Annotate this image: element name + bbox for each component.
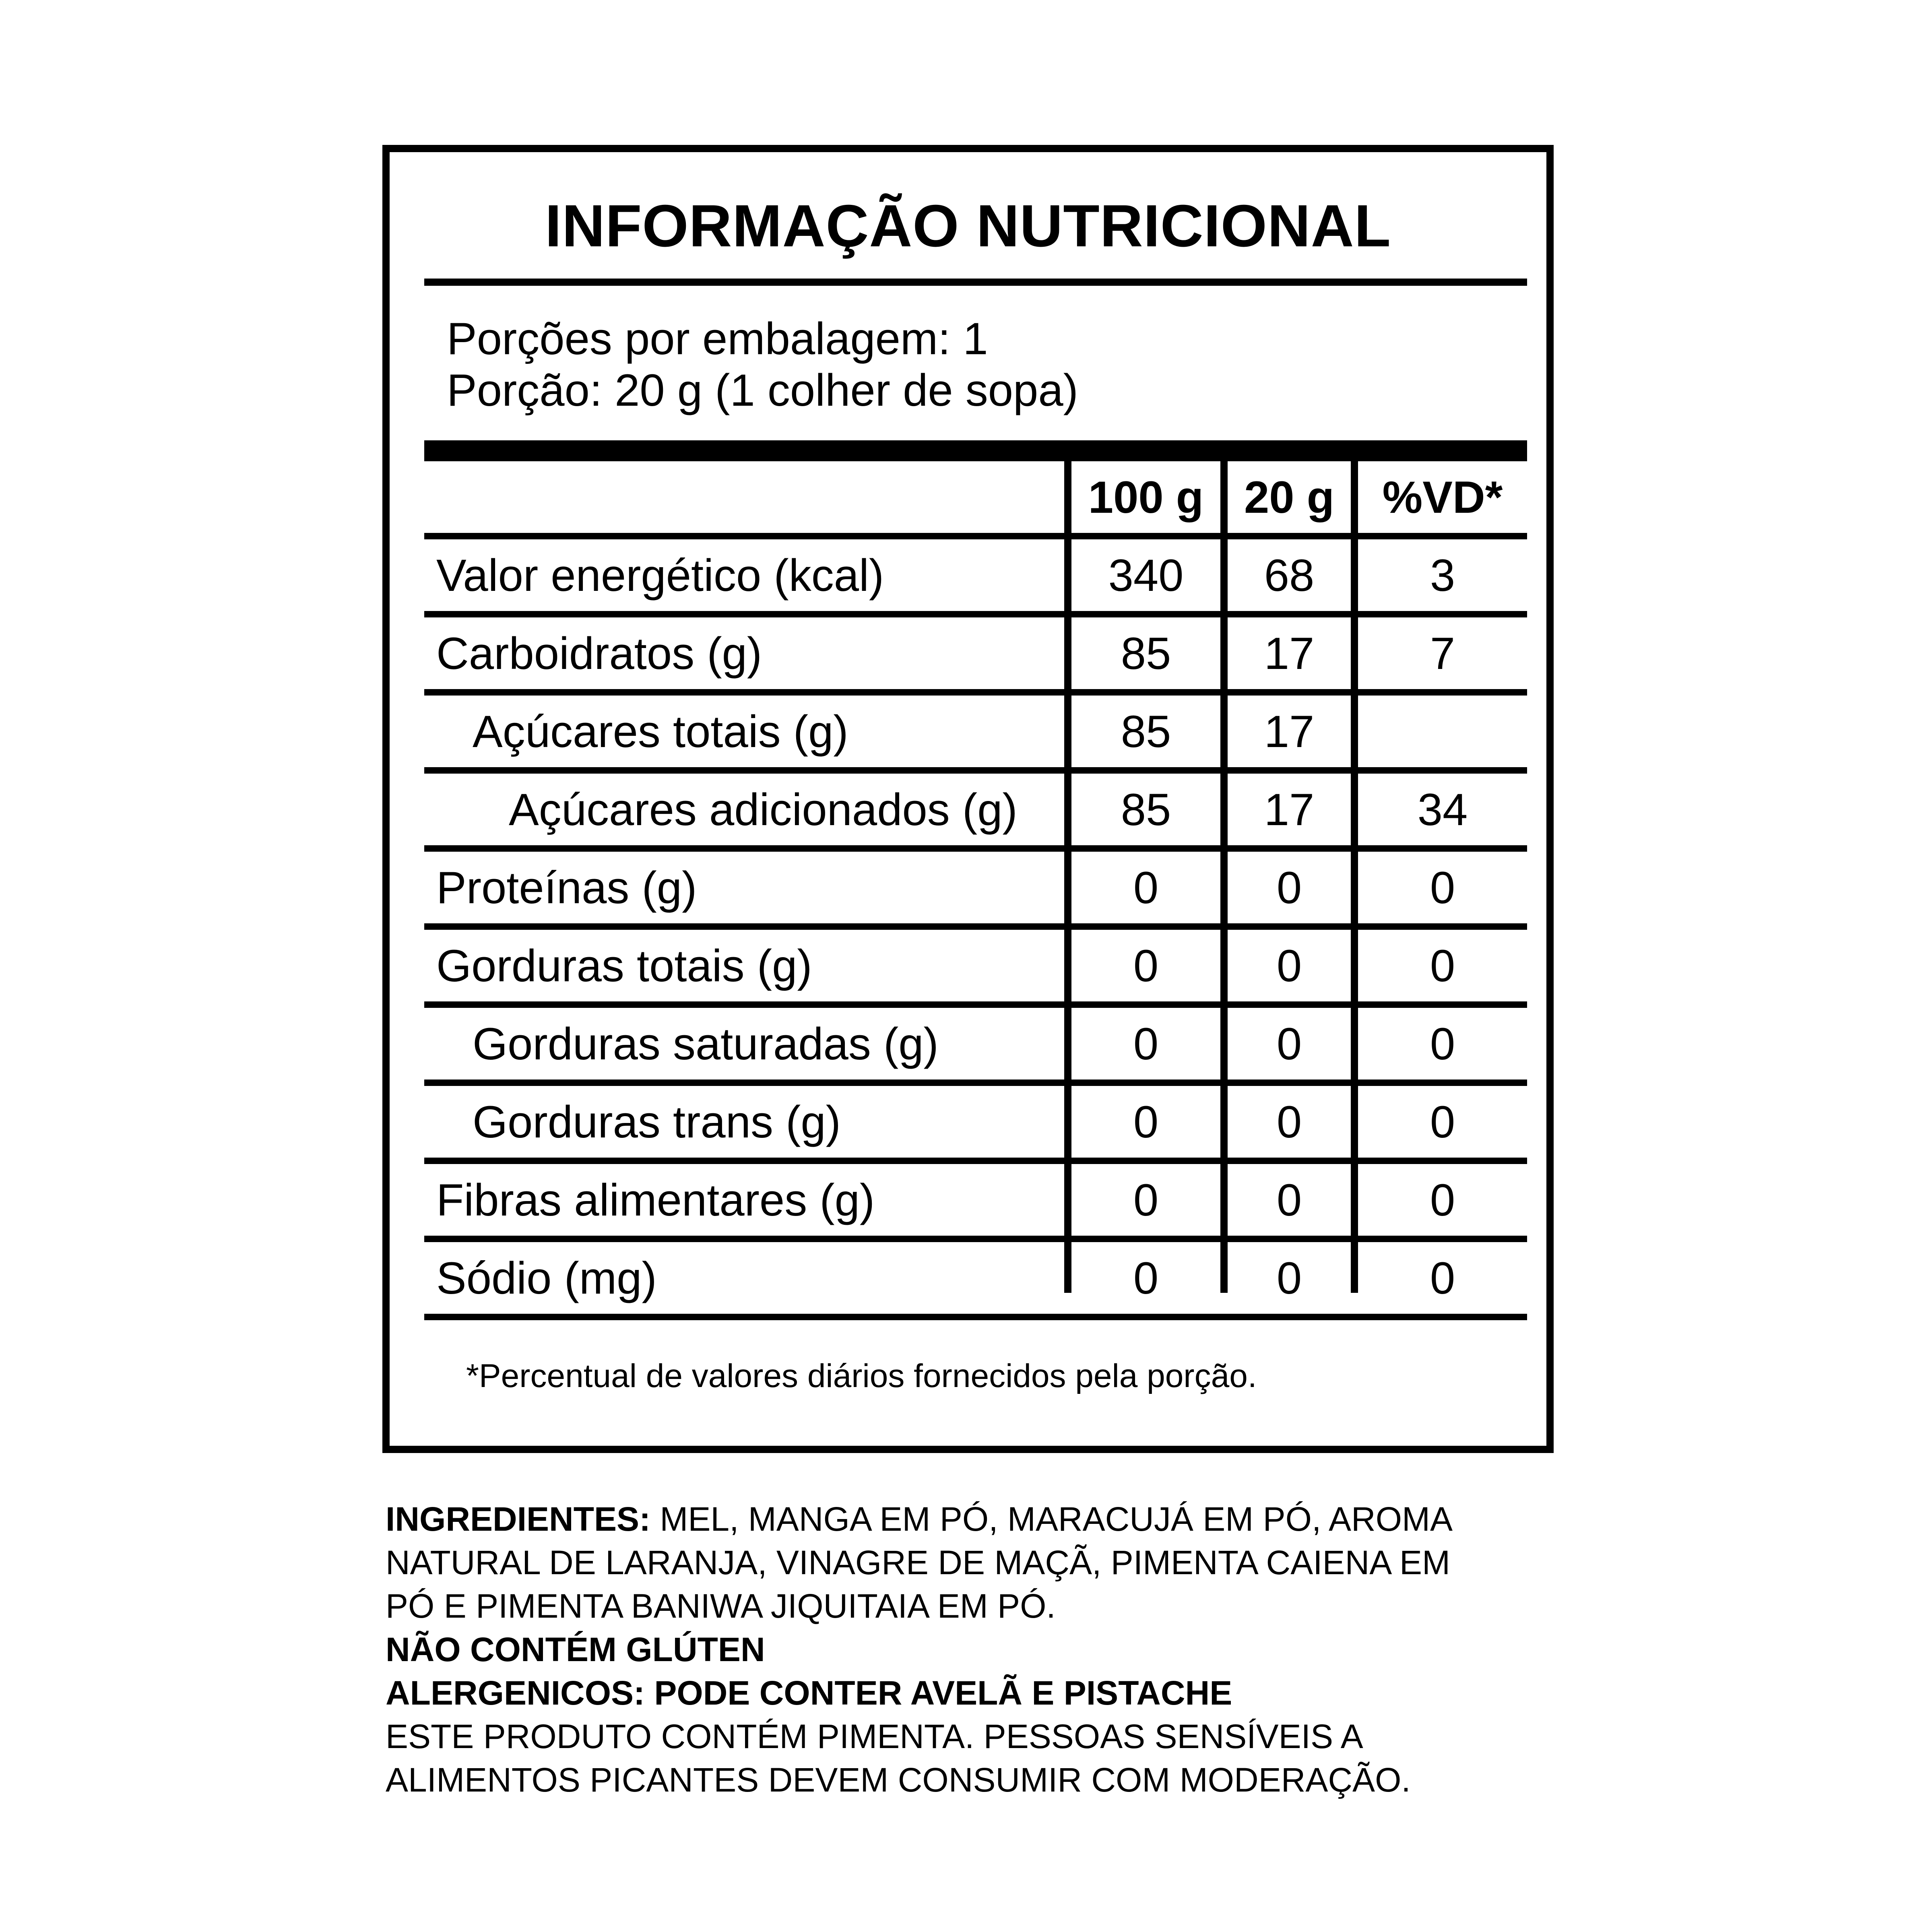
- value-per-100g: 85: [1121, 706, 1171, 757]
- nutrient-name: Proteínas (g): [436, 862, 697, 913]
- nutrient-name: Gorduras saturadas (g): [473, 1018, 939, 1069]
- nutrition-facts-panel: [382, 145, 1554, 1453]
- allergen-text: ALERGENICOS: PODE CONTER AVELÃ E PISTACHE: [386, 1674, 1232, 1712]
- table-row: [424, 617, 1527, 696]
- table-row: [424, 1086, 1527, 1164]
- table-row: [424, 539, 1527, 617]
- ingredients-line: [386, 1497, 1577, 1541]
- table-row: [424, 852, 1527, 930]
- value-daily-percent: 0: [1430, 862, 1455, 913]
- value-per-100g: 0: [1133, 1174, 1159, 1225]
- serving-size: Porção: 20 g (1 colher de sopa): [447, 365, 1078, 415]
- ingredients-line: NATURAL DE LARANJA, VINAGRE DE MAÇÃ, PIMENTA CAIENA EM: [386, 1544, 1450, 1581]
- value-per-100g: 0: [1133, 1018, 1159, 1069]
- nutrient-name: Gorduras trans (g): [473, 1096, 841, 1147]
- gluten-statement: [386, 1628, 1577, 1671]
- header-per-20g: 20 g: [1244, 472, 1335, 522]
- title-divider: [424, 279, 1527, 286]
- header-nutrient: [424, 461, 1064, 533]
- header-daily-value: %VD*: [1382, 472, 1503, 522]
- value-daily-percent: 0: [1430, 1253, 1455, 1303]
- serving-info: [447, 313, 1078, 416]
- value-daily-percent: 0: [1430, 1096, 1455, 1147]
- table-row: [424, 774, 1527, 852]
- pepper-warning: ALIMENTOS PICANTES DEVEM CONSUMIR COM MODERAÇÃO.: [386, 1761, 1411, 1799]
- value-per-20g: 0: [1276, 940, 1302, 991]
- value-daily-percent: 34: [1417, 784, 1468, 835]
- nutrient-name: Fibras alimentares (g): [436, 1174, 875, 1225]
- panel-title: INFORMAÇÃO NUTRICIONAL: [545, 193, 1391, 259]
- nutrient-name: Valor energético (kcal): [436, 550, 884, 601]
- table-row: [424, 1008, 1527, 1086]
- ingredients-text: MEL, MANGA EM PÓ, MARACUJÁ EM PÓ, AROMA: [650, 1500, 1453, 1538]
- value-per-20g: 17: [1264, 784, 1315, 835]
- nutrient-name: Açúcares adicionados (g): [509, 784, 1018, 835]
- nutrient-name: Sódio (mg): [436, 1253, 657, 1303]
- value-per-20g: 0: [1276, 1018, 1302, 1069]
- servings-per-package: Porções por embalagem: 1: [447, 314, 988, 364]
- value-daily-percent: 0: [1430, 1018, 1455, 1069]
- value-per-20g: 0: [1276, 1174, 1302, 1225]
- value-per-20g: 0: [1276, 1253, 1302, 1303]
- table-row: [424, 696, 1527, 774]
- value-per-20g: 0: [1276, 1096, 1302, 1147]
- table-row: [424, 930, 1527, 1008]
- gluten-text: NÃO CONTÉM GLÚTEN: [386, 1631, 765, 1668]
- value-per-20g: 68: [1264, 550, 1315, 601]
- value-per-20g: 17: [1264, 628, 1315, 679]
- value-daily-percent: 0: [1430, 1174, 1455, 1225]
- allergen-statement: [386, 1671, 1577, 1715]
- value-daily-percent: 3: [1430, 550, 1455, 601]
- daily-value-footnote: *Percentual de valores diários fornecidos pela porção.: [466, 1358, 1257, 1394]
- value-per-100g: 0: [1133, 1096, 1159, 1147]
- value-per-100g: 340: [1108, 550, 1184, 601]
- table-header-row: [424, 461, 1527, 539]
- thick-divider: [424, 440, 1527, 461]
- value-per-20g: 17: [1264, 706, 1315, 757]
- nutrient-name: Açúcares totais (g): [473, 706, 848, 757]
- ingredients-line: PÓ E PIMENTA BANIWA JIQUITAIA EM PÓ.: [386, 1587, 1056, 1625]
- value-daily-percent: [1358, 696, 1527, 767]
- header-per-100g: 100 g: [1088, 472, 1204, 522]
- value-per-100g: 85: [1121, 628, 1171, 679]
- value-per-100g: 0: [1133, 1253, 1159, 1303]
- table-row: [424, 1242, 1527, 1320]
- nutrient-name: Gorduras totais (g): [436, 940, 812, 991]
- value-daily-percent: 0: [1430, 940, 1455, 991]
- table-row: [424, 1164, 1527, 1242]
- ingredients-block: [386, 1497, 1577, 1802]
- value-per-100g: 0: [1133, 940, 1159, 991]
- value-per-100g: 85: [1121, 784, 1171, 835]
- pepper-warning: ESTE PRODUTO CONTÉM PIMENTA. PESSOAS SENSÍVEIS A: [386, 1717, 1363, 1755]
- value-per-20g: 0: [1276, 862, 1302, 913]
- value-per-100g: 0: [1133, 862, 1159, 913]
- ingredients-heading: INGREDIENTES:: [386, 1500, 651, 1538]
- nutrient-name: Carboidratos (g): [436, 628, 762, 679]
- value-daily-percent: 7: [1430, 628, 1455, 679]
